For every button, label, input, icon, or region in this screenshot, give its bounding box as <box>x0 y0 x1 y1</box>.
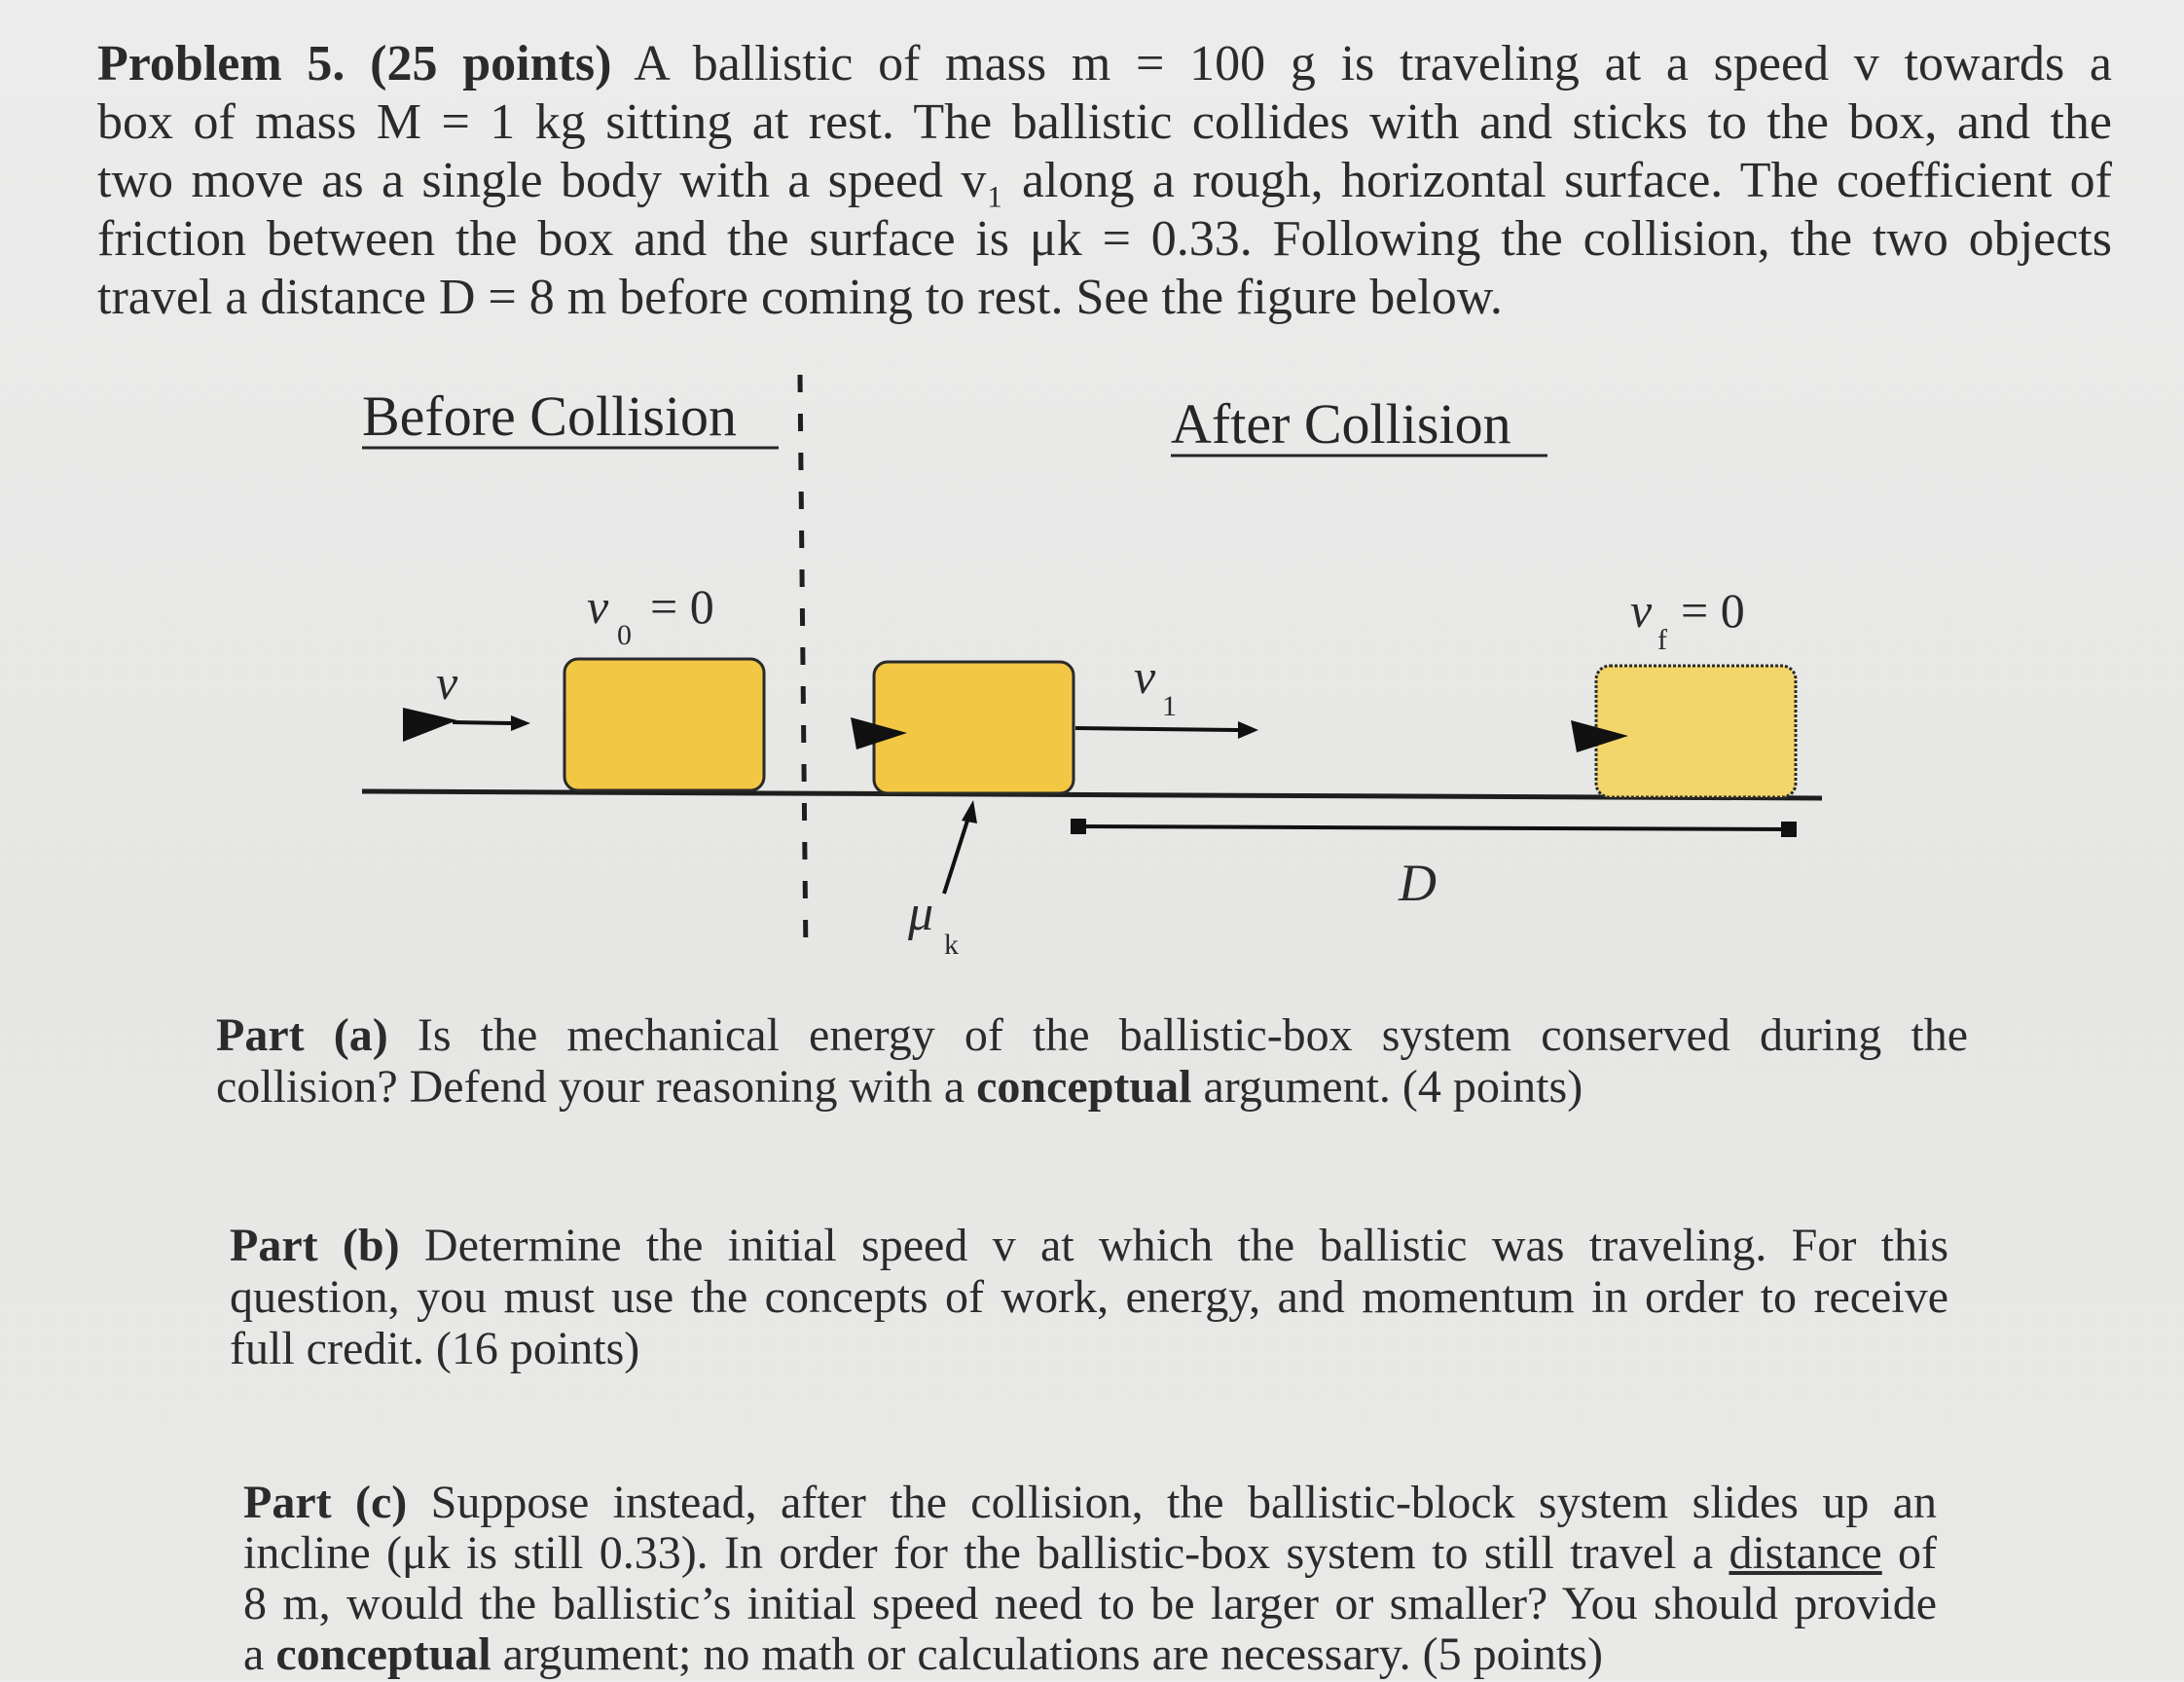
box-before <box>564 659 764 790</box>
v1-arrow-head <box>1238 721 1258 739</box>
problem-line-5: travel a distance D = 8 m before coming to rest. See the figure below. <box>97 270 1503 325</box>
box-after-collision <box>874 662 1074 793</box>
problem-line-1-text: A ballistic of mass m = 100 g is traveling at a speed v towards a <box>634 36 2113 91</box>
divider-dashed-line <box>800 375 806 959</box>
part-c-distance: distance <box>1729 1527 1882 1579</box>
vf-label: v <box>1630 583 1653 638</box>
after-collision-title: After Collision <box>1171 392 1511 456</box>
part-a-line-2 <box>216 1061 1968 1115</box>
v1-subscript: 1 <box>1162 690 1177 722</box>
vf-subscript: f <box>1657 624 1667 656</box>
part-c-conceptual: conceptual <box>275 1628 491 1680</box>
velocity-arrow-head <box>511 715 530 731</box>
problem-line-2: box of mass M = 1 kg sitting at rest. The ballistic collides with and sticks to the box, and the <box>97 94 2112 150</box>
distance-label: D <box>1399 854 1437 912</box>
part-c-line-4 <box>243 1628 1937 1682</box>
part-c-line-1 <box>243 1477 1938 1530</box>
part-c-line-1-text: Suppose instead, after the collision, the ballistic-block system slides up an <box>430 1477 1938 1528</box>
mu-subscript: k <box>944 929 959 961</box>
part-c-line-4-pre: a <box>243 1628 265 1680</box>
part-a-conceptual: conceptual <box>976 1061 1192 1113</box>
part-a-line-1-text: Is the mechanical energy of the ballistic-box system conserved during the <box>417 1009 1969 1061</box>
vf-equals: = 0 <box>1681 583 1745 638</box>
mu-label: μ <box>908 886 934 941</box>
problem-line-3: two move as a single body with a speed v₁ along a rough, horizontal surface. The coefficient of <box>97 153 2112 208</box>
part-c-label: Part (c) <box>243 1477 408 1528</box>
part-a-line-2-pre: collision? Defend your reasoning with a <box>216 1061 965 1113</box>
part-c <box>243 1477 1938 1682</box>
part-b-line-1 <box>230 1220 1949 1274</box>
ballistic-triangle-before <box>403 708 457 742</box>
v1-label: v <box>1134 649 1156 704</box>
problem-line-4: friction between the box and the surface is μk = 0.33. Following the collision, the two objects <box>97 211 2112 267</box>
distance-end-marker <box>1781 822 1797 837</box>
part-a <box>216 1009 1969 1115</box>
part-b-label: Part (b) <box>230 1220 400 1271</box>
v0-label: v <box>587 579 609 634</box>
distance-start-marker <box>1071 819 1086 834</box>
box-final <box>1596 666 1796 797</box>
v0-subscript: 0 <box>617 619 632 651</box>
part-c-line-2-post: of <box>1898 1527 1938 1579</box>
part-c-line-3: 8 m, would the ballistic’s initial speed need to be larger or smaller? You should provide <box>243 1578 1937 1629</box>
velocity-arrow-shaft <box>453 722 511 723</box>
part-a-label: Part (a) <box>216 1009 388 1061</box>
friction-pointer-head <box>962 800 977 823</box>
part-b-line-2: question, you must use the concepts of work, energy, and momentum in order to receive <box>230 1271 1948 1323</box>
part-c-line-4-post: argument; no math or calculations are necessary. (5 points) <box>502 1628 1603 1680</box>
v0-equals: = 0 <box>650 579 714 634</box>
part-b <box>230 1220 1949 1377</box>
problem-label: Problem 5. <box>97 36 346 91</box>
problem-points: (25 points) <box>370 36 612 91</box>
part-a-line-2-post: argument. (4 points) <box>1203 1061 1583 1113</box>
v1-arrow-shaft <box>1075 728 1241 730</box>
v-label: v <box>436 655 458 710</box>
part-b-line-1-text: Determine the initial speed v at which the ballistic was traveling. For this <box>423 1220 1949 1271</box>
part-c-line-2-pre: incline (μk is still 0.33). In order for the ballistic-box system to still travel a <box>243 1527 1714 1579</box>
distance-bar <box>1075 826 1789 829</box>
part-c-line-2 <box>243 1527 1938 1581</box>
before-collision-title: Before Collision <box>362 384 738 448</box>
friction-pointer-shaft <box>944 818 968 894</box>
part-a-line-1 <box>216 1009 1969 1064</box>
part-b-line-3: full credit. (16 points) <box>230 1323 640 1374</box>
